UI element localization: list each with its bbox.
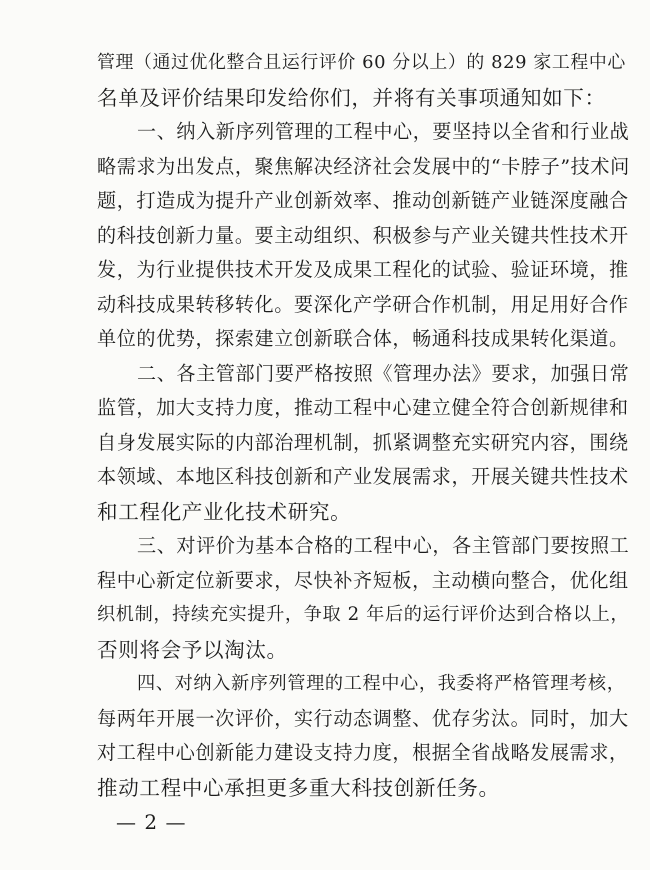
text-line: 管理（通过优化整合且运行评价 60 分以上）的 829 家工程中心 (97, 52, 626, 73)
text-line: 每两年开展一次评价，实行动态调整、优存劣汰。同时，加大 (97, 706, 629, 730)
text-line: 发，为行业提供技术开发及成果工程化的试验、验证环境，推 (97, 258, 629, 281)
text-line: 监管，加大支持力度，推动工程中心建立健全符合创新规律和 (97, 396, 629, 419)
text-line: 题，打造成为提升产业创新效率、推动创新链产业链深度融合 (97, 189, 629, 212)
text-line: 动科技成果转移转化。要深化产学研合作机制，用足用好合作 (97, 292, 629, 316)
paragraph-2-start: 二、各主管部门要严格按照《管理办法》要求，加强日常 (137, 361, 630, 385)
text-line: 自身发展实际的内部治理机制，抓紧调整充实研究内容，围绕 (97, 430, 629, 454)
text-line: 名单及评价结果印发给你们，并将有关事项通知如下： (97, 85, 606, 110)
text-line: 推动工程中心承担更多重大科技创新任务。 (97, 775, 500, 800)
text-line: 否则将会予以淘汰。 (97, 637, 288, 662)
text-line: 的科技创新力量。要主动组织、积极参与产业关键共性技术开 (97, 223, 629, 247)
page-number: — 2 — (116, 810, 187, 834)
paragraph-1-start: 一、纳入新序列管理的工程中心，要坚持以全省和行业战 (137, 120, 630, 143)
text-line: 对工程中心创新能力建设支持力度，根据全省战略发展需求， (97, 741, 629, 764)
text-line: 织机制，持续充实提升，争取 2 年后的运行评价达到合格以上， (97, 604, 630, 625)
text-line: 单位的优势，探索建立创新联合体，畅通科技成果转化渠道。 (97, 327, 629, 350)
paragraph-4-start: 四、对纳入新序列管理的工程中心，我委将严格管理考核， (137, 673, 626, 694)
text-line: 和工程化产业化技术研究。 (97, 499, 352, 524)
paragraph-3-start: 三、对评价为基本合格的工程中心，各主管部门要按照工 (137, 534, 630, 557)
text-line: 本领域、本地区科技创新和产业发展需求，开展关键共性技术 (97, 465, 629, 488)
text-line: 程中心新定位新要求，尽快补齐短板，主动横向整合，优化组 (97, 568, 629, 592)
text-line: 略需求为出发点，聚焦解决经济社会发展中的“卡脖子”技术问 (97, 154, 630, 178)
